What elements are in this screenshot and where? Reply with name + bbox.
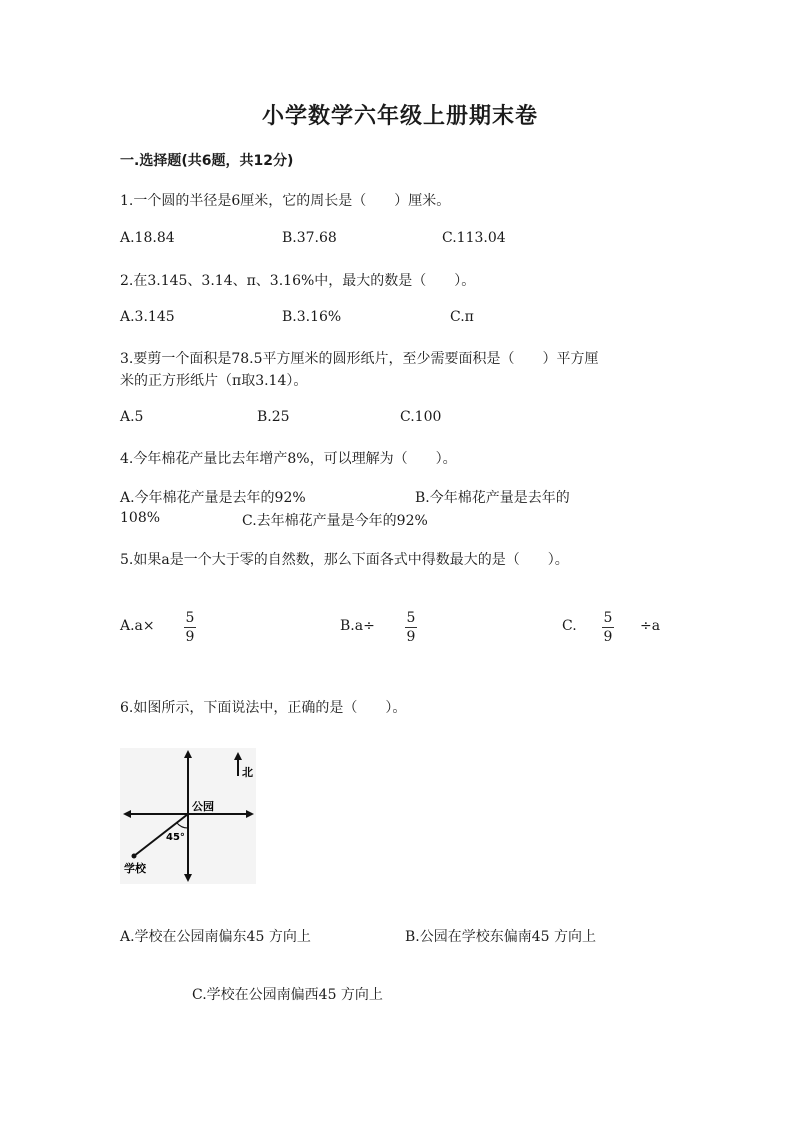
arrow-down-icon — [184, 874, 192, 882]
question-6-option-b[interactable]: B.公园在学校东偏南45 方向上 — [405, 929, 597, 945]
direction-figure — [120, 748, 256, 884]
question-3-option-c[interactable]: C.100 — [400, 409, 442, 425]
question-5-option-c-fraction — [602, 610, 614, 645]
fraction-numerator: 5 — [185, 610, 195, 626]
question-1-option-c[interactable]: C.113.04 — [442, 230, 506, 246]
question-3-stem-line-1: 3.要剪一个面积是78.5平方厘米的圆形纸片，至少需要面积是（ ）平方厘 — [120, 351, 599, 367]
question-5-stem: 5.如果a是一个大于零的自然数，那么下面各式中得数最大的是（ ）。 — [120, 552, 569, 568]
question-2-option-a[interactable]: A.3.145 — [120, 309, 175, 325]
question-4-option-b-continued: 108% — [120, 510, 161, 526]
question-3-stem-line-2: 米的正方形纸片（π取3.14）。 — [120, 373, 308, 389]
school-point — [132, 854, 137, 859]
fraction-numerator: 5 — [603, 610, 613, 626]
question-2-option-c[interactable]: C.π — [450, 309, 474, 325]
question-6-option-c[interactable]: C.学校在公园南偏西45 方向上 — [192, 987, 383, 1003]
question-3-option-a[interactable]: A.5 — [120, 409, 144, 425]
question-5-option-a[interactable]: A.a× — [120, 618, 155, 634]
section-heading: 一.选择题(共6题，共12分) — [120, 153, 294, 169]
north-arrow-icon — [234, 752, 242, 760]
question-1-option-b[interactable]: B.37.68 — [282, 230, 337, 246]
arrow-up-icon — [184, 750, 192, 758]
question-5-option-b[interactable]: B.a÷ — [340, 618, 375, 634]
page-title: 小学数学六年级上册期末卷 — [261, 104, 538, 129]
fraction-denominator: 9 — [603, 629, 613, 645]
question-5-option-a-fraction — [184, 610, 196, 645]
fraction-bar — [405, 627, 417, 628]
question-3-option-b[interactable]: B.25 — [257, 409, 290, 425]
question-4-stem: 4.今年棉花产量比去年增产8%，可以理解为（ ）。 — [120, 451, 457, 467]
arrow-left-icon — [123, 810, 131, 818]
park-label: 公园 — [192, 800, 214, 813]
arrow-right-icon — [246, 810, 254, 818]
question-4-option-b[interactable]: B.今年棉花产量是去年的 — [415, 490, 570, 506]
question-2-stem: 2.在3.145、3.14、π、3.16%中，最大的数是（ ）。 — [120, 273, 476, 289]
question-6-option-a[interactable]: A.学校在公园南偏东45 方向上 — [120, 929, 311, 945]
question-4-option-c[interactable]: C.去年棉花产量是今年的92% — [242, 513, 428, 529]
fraction-numerator: 5 — [406, 610, 416, 626]
angle-arc — [177, 823, 188, 828]
fraction-denominator: 9 — [406, 629, 416, 645]
fraction-denominator: 9 — [185, 629, 195, 645]
question-1-stem: 1.一个圆的半径是6厘米，它的周长是（ ）厘米。 — [120, 193, 451, 209]
north-label: 北 — [242, 766, 253, 779]
question-5-option-c[interactable]: C. — [562, 618, 577, 634]
question-4-option-a[interactable]: A.今年棉花产量是去年的92% — [120, 490, 306, 506]
question-2-option-b[interactable]: B.3.16% — [282, 309, 342, 325]
question-5-option-c-suffix: ÷a — [640, 618, 661, 634]
angle-label: 45° — [166, 832, 185, 843]
fraction-bar — [184, 627, 196, 628]
direction-diagram — [120, 748, 256, 884]
question-5-option-b-fraction — [405, 610, 417, 645]
question-6-stem: 6.如图所示，下面说法中，正确的是（ ）。 — [120, 700, 407, 716]
question-1-option-a[interactable]: A.18.84 — [120, 230, 175, 246]
school-label: 学校 — [124, 862, 146, 875]
fraction-bar — [602, 627, 614, 628]
